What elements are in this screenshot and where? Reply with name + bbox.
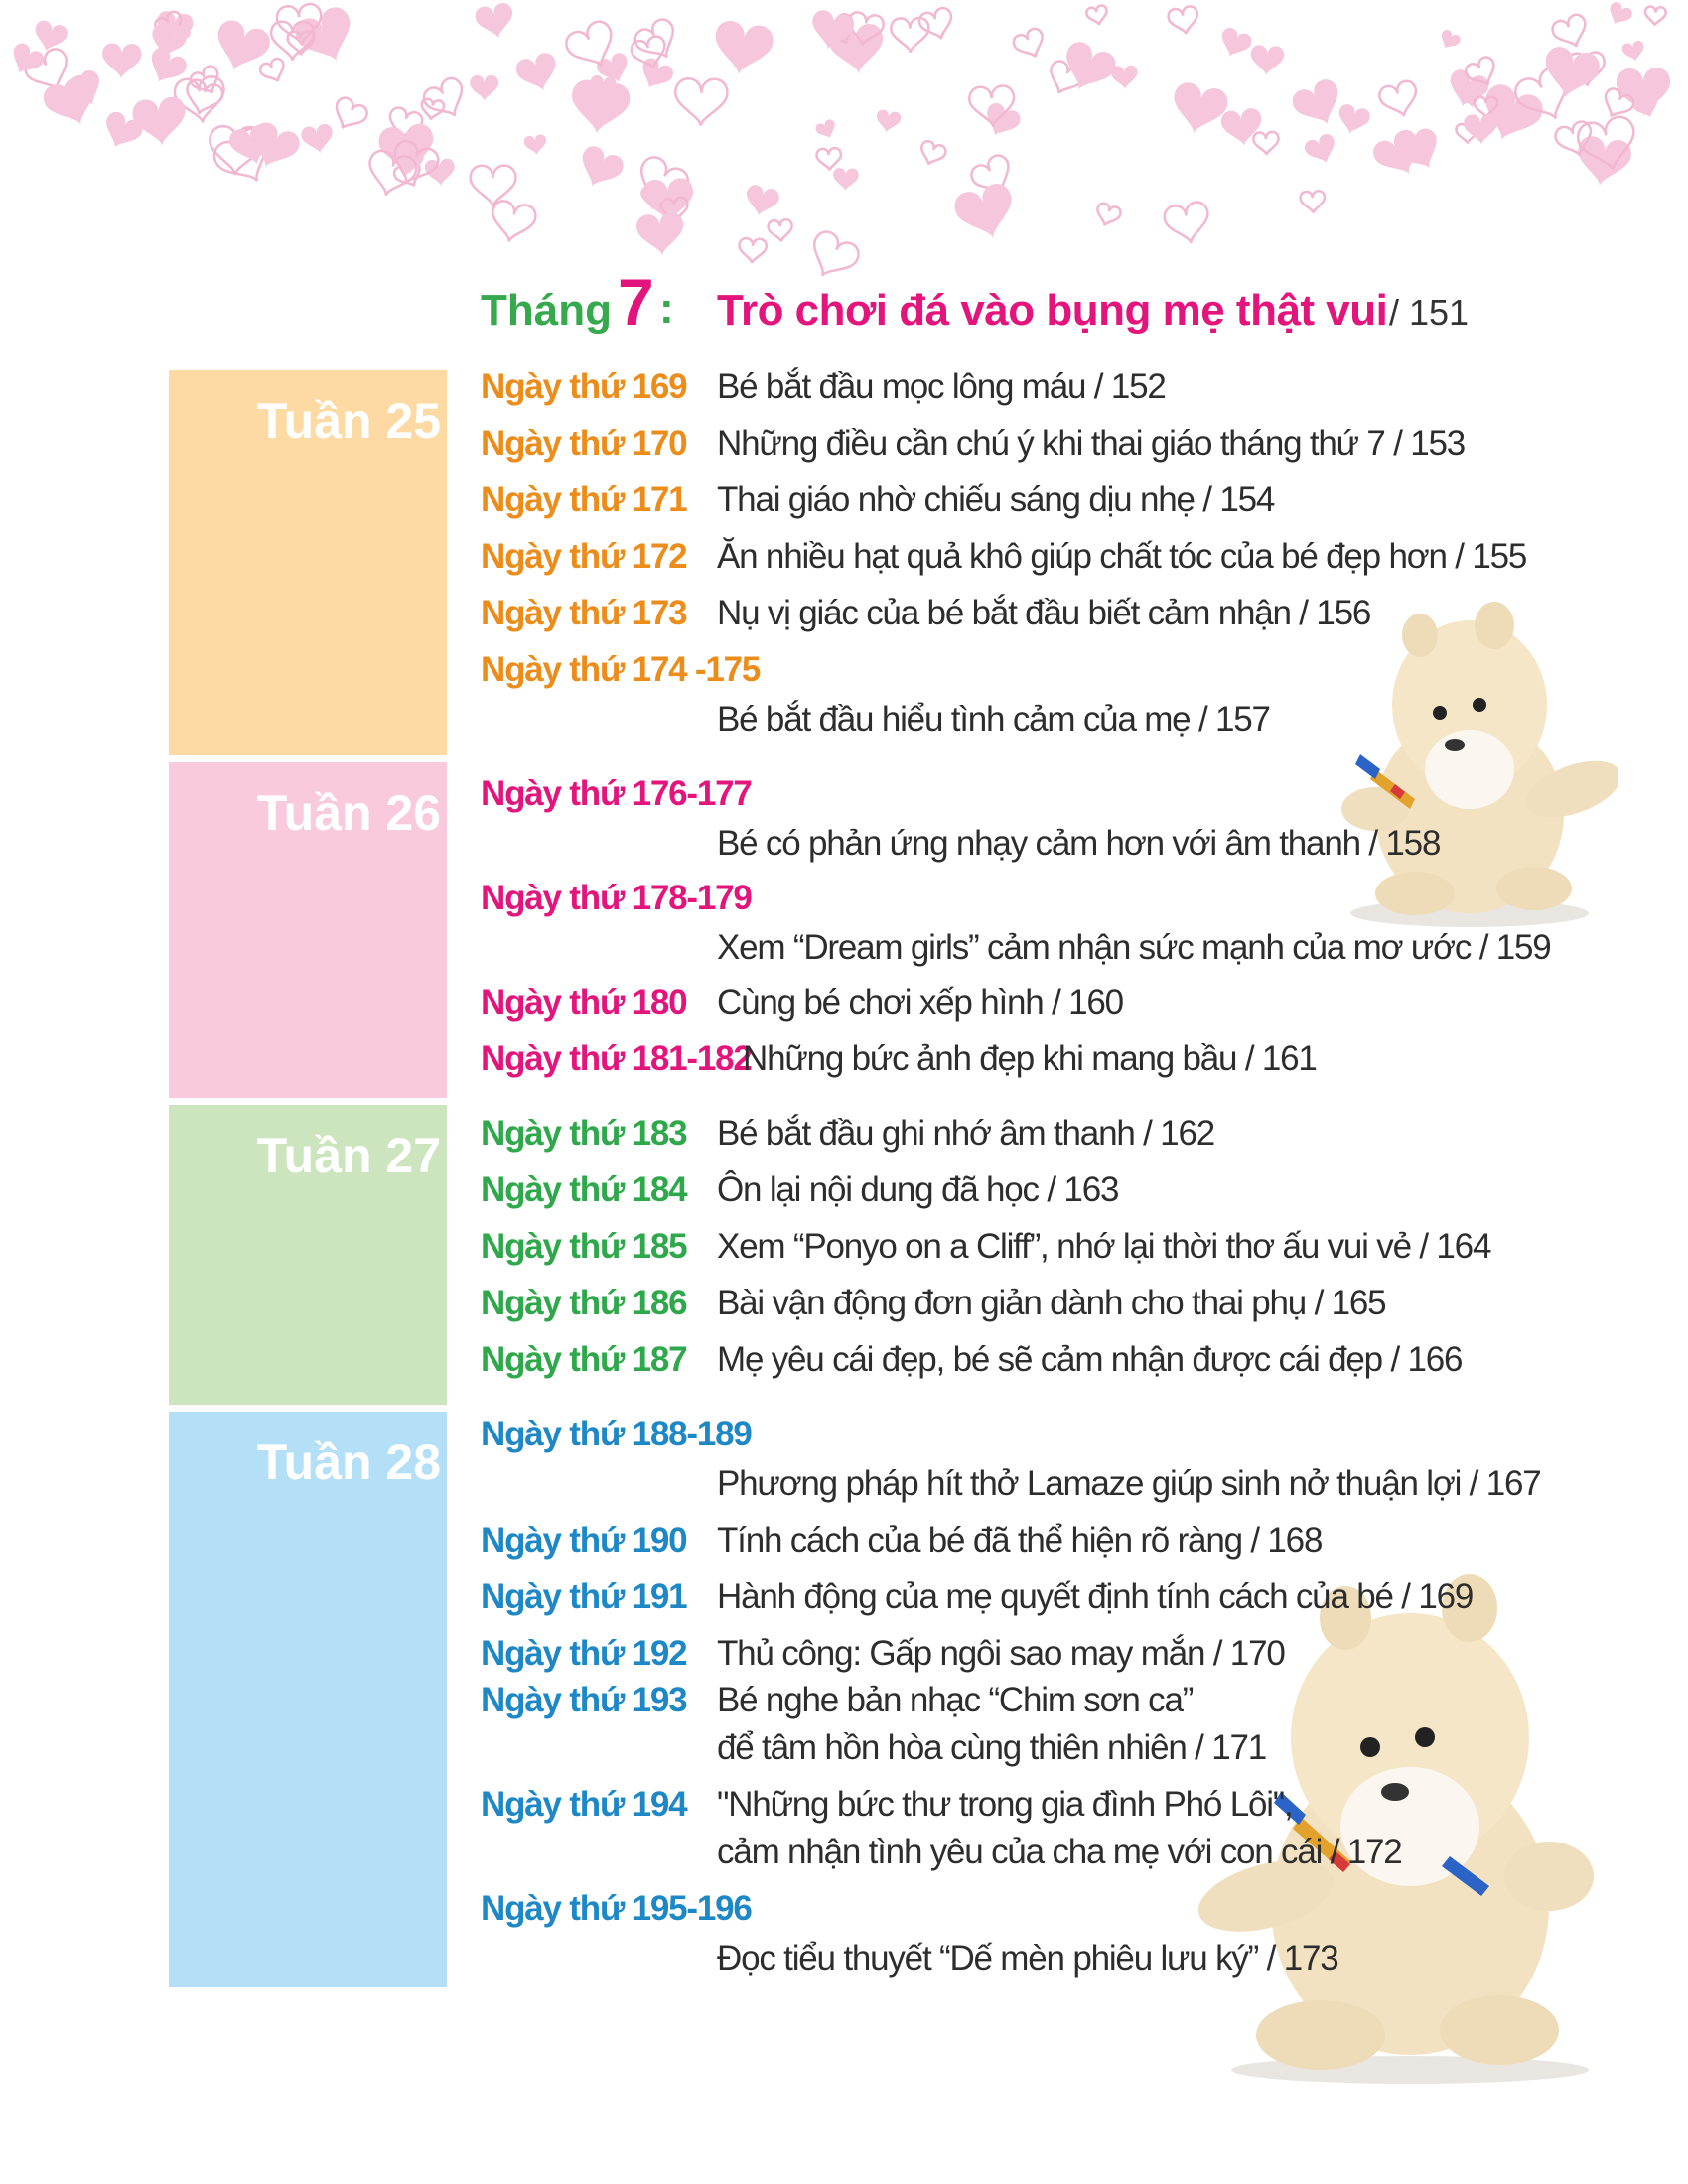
toc-day-label: Ngày thứ 188-189 bbox=[481, 1415, 752, 1453]
week-label: Tuần 26 bbox=[256, 785, 441, 841]
toc-day-label: Ngày thứ 184 bbox=[481, 1170, 687, 1209]
month-label: Tháng bbox=[481, 286, 612, 335]
heart-shape bbox=[1289, 75, 1349, 134]
heart-shape bbox=[1604, 0, 1634, 30]
heart-shape bbox=[523, 134, 548, 157]
toc-entry-title[interactable]: Bé có phản ứng nhạy cảm hơn với âm thanh / 158 bbox=[717, 824, 1441, 863]
toc-entry-title[interactable]: Thủ công: Gấp ngôi sao may mắn / 170 bbox=[717, 1634, 1285, 1673]
heart-shape bbox=[833, 168, 859, 192]
toc-entry-title[interactable]: Xem “Dream girls” cảm nhận sức mạnh của mơ ước / 159 bbox=[717, 928, 1551, 967]
heart-shape bbox=[1215, 26, 1254, 63]
hearts-pattern-icon bbox=[0, 0, 1688, 298]
toc-day-label: Ngày thứ 187 bbox=[481, 1340, 687, 1379]
toc-day-label: Ngày thứ 173 bbox=[481, 594, 687, 632]
heart-shape bbox=[572, 143, 627, 196]
toc-day-label: Ngày thứ 172 bbox=[481, 537, 687, 576]
heart-shape bbox=[1163, 201, 1212, 247]
toc-entry-title[interactable]: Bé bắt đầu mọc lông máu / 152 bbox=[717, 367, 1166, 406]
month-number: 7 bbox=[618, 265, 654, 339]
heart-shape bbox=[675, 78, 728, 126]
month-title: Trò chơi đá vào bụng mẹ thật vui bbox=[717, 286, 1388, 335]
toc-day-label: Ngày thứ 174 -175 bbox=[481, 650, 761, 689]
heart-shape bbox=[1644, 6, 1666, 26]
toc-day-label: Ngày thứ 191 bbox=[481, 1577, 687, 1616]
toc-entry-title[interactable]: Mẹ yêu cái đẹp, bé sẽ cảm nhận được cái đẹp / 166 bbox=[717, 1340, 1463, 1379]
heart-shape bbox=[1011, 27, 1049, 64]
toc-day-label: Ngày thứ 192 bbox=[481, 1634, 687, 1673]
month-page: / 151 bbox=[1389, 292, 1470, 333]
toc-entry-title[interactable]: "Những bức thư trong gia đình Phó Lôi", bbox=[717, 1785, 1293, 1824]
toc-entry-title-continued[interactable]: để tâm hồn hòa cùng thiên nhiên / 171 bbox=[717, 1728, 1267, 1767]
toc-entry-title[interactable]: Ôn lại nội dung đã học / 163 bbox=[717, 1170, 1119, 1209]
week-label: Tuần 28 bbox=[256, 1434, 441, 1490]
heart-shape bbox=[131, 96, 189, 149]
toc-day-label: Ngày thứ 169 bbox=[481, 367, 687, 406]
toc-entry-title[interactable]: Tính cách của bé đã thể hiện rõ ràng / 168 bbox=[717, 1521, 1323, 1560]
heart-shape bbox=[1249, 45, 1284, 76]
heart-shape bbox=[1303, 132, 1341, 169]
heart-shape bbox=[471, 166, 516, 207]
toc-day-label: Ngày thứ 170 bbox=[481, 424, 687, 463]
heart-shape bbox=[979, 100, 1024, 143]
toc-entry-title-continued[interactable]: cảm nhận tình yêu của cha mẹ với con cái / 172 bbox=[717, 1833, 1402, 1871]
heart-shape bbox=[300, 123, 336, 156]
heart-shape bbox=[891, 18, 929, 53]
heart-shape bbox=[142, 45, 190, 91]
heart-shape bbox=[1167, 80, 1230, 140]
toc-entry-title[interactable]: Cùng bé chơi xếp hình / 160 bbox=[717, 983, 1123, 1022]
heart-shape bbox=[1335, 102, 1372, 138]
heart-shape bbox=[1167, 5, 1200, 37]
heart-shape bbox=[488, 200, 537, 246]
heart-shape bbox=[328, 95, 369, 136]
heart-shape bbox=[474, 1, 516, 42]
heart-shape bbox=[874, 109, 902, 135]
toc-entry-title[interactable]: Thai giáo nhờ chiếu sáng dịu nhẹ / 154 bbox=[717, 480, 1275, 519]
toc-entry-title[interactable]: Hành động của mẹ quyết định tính cách của bé / 169 bbox=[717, 1577, 1474, 1616]
heart-shape bbox=[710, 19, 775, 80]
teddy-bear-image-icon bbox=[1321, 596, 1618, 933]
heart-shape bbox=[470, 75, 498, 102]
toc-entry-title[interactable]: Bé bắt đầu ghi nhớ âm thanh / 162 bbox=[717, 1114, 1214, 1153]
heart-shape bbox=[1220, 107, 1265, 149]
toc-entry-title[interactable]: Bé bắt đầu hiểu tình cảm của mẹ / 157 bbox=[717, 700, 1270, 739]
toc-entry-title[interactable]: Bé nghe bản nhạc “Chim sơn ca” bbox=[717, 1681, 1194, 1719]
heart-shape bbox=[916, 139, 947, 168]
heart-shape bbox=[182, 77, 225, 118]
heart-shape bbox=[951, 181, 1022, 247]
heart-shape bbox=[258, 57, 289, 86]
toc-entry-title[interactable]: Xem “Ponyo on a Cliff”, nhớ lại thời thơ ấu vui vẻ / 164 bbox=[717, 1227, 1491, 1266]
toc-day-label: Ngày thứ 181-182 bbox=[481, 1039, 752, 1078]
heart-shape bbox=[1436, 28, 1462, 54]
toc-day-label: Ngày thứ 190 bbox=[481, 1521, 687, 1560]
toc-day-label: Ngày thứ 185 bbox=[481, 1227, 687, 1266]
week-label: Tuần 25 bbox=[256, 393, 441, 449]
toc-day-label: Ngày thứ 194 bbox=[481, 1785, 687, 1824]
week-block-26 bbox=[169, 762, 447, 1098]
toc-entry-title[interactable]: Phương pháp hít thở Lamaze giúp sinh nở thuận lợi / 167 bbox=[717, 1464, 1541, 1503]
toc-entry-title[interactable]: Những bức ảnh đẹp khi mang bầu / 161 bbox=[743, 1039, 1317, 1078]
heart-shape bbox=[513, 51, 562, 97]
toc-day-label: Ngày thứ 180 bbox=[481, 983, 687, 1022]
toc-day-label: Ngày thứ 193 bbox=[481, 1681, 687, 1719]
heart-shape bbox=[802, 227, 863, 286]
heart-shape bbox=[1620, 40, 1646, 65]
week-block-25 bbox=[169, 370, 447, 755]
toc-day-label: Ngày thứ 186 bbox=[481, 1284, 687, 1322]
heart-shape bbox=[5, 41, 47, 81]
week-block-27 bbox=[169, 1105, 447, 1405]
heart-shape bbox=[1377, 79, 1422, 122]
heart-shape bbox=[768, 219, 793, 243]
toc-entry-title[interactable]: Những điều cần chú ý khi thai giáo tháng thứ 7 / 153 bbox=[717, 424, 1466, 463]
month-colon: : bbox=[659, 284, 674, 333]
heart-shape bbox=[101, 43, 142, 79]
heart-shape bbox=[1300, 191, 1326, 214]
heart-shape bbox=[742, 184, 780, 220]
heart-shape bbox=[1093, 202, 1122, 229]
heart-shape bbox=[1550, 12, 1593, 53]
heart-shape bbox=[816, 148, 842, 172]
toc-entry-title[interactable]: Nụ vị giác của bé bắt đầu biết cảm nhận / 156 bbox=[717, 594, 1371, 632]
heart-shape bbox=[739, 238, 768, 264]
toc-day-label: Ngày thứ 195-196 bbox=[481, 1889, 752, 1928]
toc-day-label: Ngày thứ 176-177 bbox=[481, 774, 752, 813]
week-label: Tuần 27 bbox=[256, 1128, 441, 1183]
toc-entry-title[interactable]: Đọc tiểu thuyết “Dế mèn phiêu lưu ký” / 173 bbox=[717, 1939, 1338, 1978]
toc-entry-title[interactable]: Ăn nhiều hạt quả khô giúp chất tóc của bé đẹp hơn / 155 bbox=[717, 537, 1527, 576]
heart-shape bbox=[209, 17, 274, 79]
week-block-28 bbox=[169, 1412, 447, 1987]
toc-entry-title[interactable]: Bài vận động đơn giản dành cho thai phụ / 165 bbox=[717, 1284, 1386, 1322]
heart-shape bbox=[814, 118, 840, 143]
heart-shape bbox=[635, 211, 686, 258]
heart-shape bbox=[1253, 132, 1279, 156]
toc-day-label: Ngày thứ 171 bbox=[481, 480, 687, 519]
toc-day-label: Ngày thứ 183 bbox=[481, 1114, 687, 1153]
heart-shape bbox=[1085, 5, 1109, 28]
toc-day-label: Ngày thứ 178-179 bbox=[481, 879, 752, 917]
